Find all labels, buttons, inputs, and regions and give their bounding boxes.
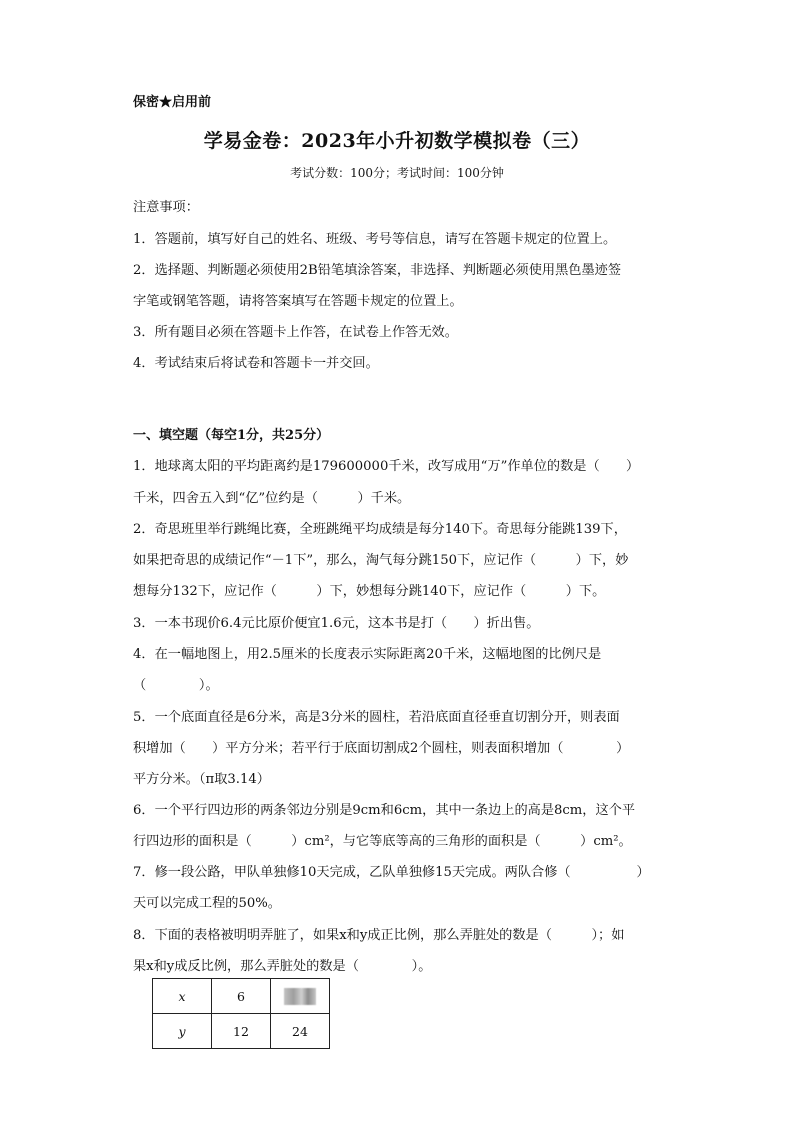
smudged-cell	[271, 979, 330, 1014]
notice-heading: 注意事项：	[133, 200, 199, 215]
question-line: 1．地球离太阳的平均距离约是179600000千米，改写成用“万”作单位的数是（ ）	[133, 459, 640, 474]
table-cell: 12	[212, 1014, 271, 1049]
notice-line-5: 4．考试结束后将试卷和答题卡一并交回。	[133, 356, 379, 371]
table-cell: x	[153, 979, 212, 1014]
ratio-table	[152, 978, 330, 1049]
notice-line-3: 字笔或钢笔答题，请将答案填写在答题卡规定的位置上。	[133, 294, 463, 309]
question-line: 平方分米。（π取3.14）	[133, 772, 270, 787]
question-line: 积增加（ ）平方分米；若平行于底面切割成2个圆柱，则表面积增加（ ）	[133, 741, 630, 756]
question-line: 3．一本书现价6.4元比原价便宜1.6元，这本书是打（ ）折出售。	[133, 616, 540, 631]
section-heading: 一、填空题（每空1分，共25分）	[133, 428, 330, 443]
question-line: 7．修一段公路，甲队单独修10天完成，乙队单独修15天完成。两队合修（ ）	[133, 865, 650, 880]
smudge-mark	[284, 988, 316, 1005]
notice-line-4: 3．所有题目必须在答题卡上作答，在试卷上作答无效。	[133, 325, 458, 340]
question-line: 8．下面的表格被明明弄脏了，如果x和y成正比例，那么弄脏处的数是（ ）；如	[133, 928, 625, 943]
question-line: 4．在一幅地图上，用2.5厘米的长度表示实际距离20千米，这幅地图的比例尺是	[133, 647, 602, 662]
table-cell: y	[153, 1014, 212, 1049]
question-line: 5．一个底面直径是6分米，高是3分米的圆柱，若沿底面直径垂直切割分开，则表面	[133, 710, 620, 725]
exam-title: 学易金卷：2023年小升初数学模拟卷（三）	[203, 130, 591, 152]
exam-meta: 考试分数：100分；考试时间：100分钟	[290, 166, 504, 180]
question-line: 天可以完成工程的50%。	[133, 896, 281, 911]
question-line: 2．奇思班里举行跳绳比赛，全班跳绳平均成绩是每分140下。奇思每分能跳139下，	[133, 522, 627, 537]
notice-line-2: 2．选择题、判断题必须使用2B铅笔填涂答案，非选择、判断题必须使用黑色墨迹签	[133, 263, 622, 278]
question-line: 想每分132下，应记作（ ）下，妙想每分跳140下，应记作（ ）下。	[133, 584, 606, 599]
confidential-label: 保密★启用前	[133, 95, 212, 110]
table-row	[153, 979, 330, 1014]
question-line: 千米，四舍五入到“亿”位约是（ ）千米。	[133, 491, 411, 506]
table-row	[153, 1014, 330, 1049]
question-line: （ ）。	[133, 678, 219, 693]
question-line: 6．一个平行四边形的两条邻边分别是9cm和6cm，其中一条边上的高是8cm，这个平	[133, 803, 636, 818]
question-line: 行四边形的面积是（ ）cm²，与它等底等高的三角形的面积是（ ）cm²。	[133, 834, 632, 849]
table-cell: 24	[271, 1014, 330, 1049]
question-line: 果x和y成反比例，那么弄脏处的数是（ ）。	[133, 959, 432, 974]
table-cell: 6	[212, 979, 271, 1014]
question-line: 如果把奇思的成绩记作“－1下”，那么，淘气每分跳150下，应记作（ ）下，妙	[133, 553, 629, 568]
notice-line-1: 1．答题前，填写好自己的姓名、班级、考号等信息，请写在答题卡规定的位置上。	[133, 232, 617, 247]
